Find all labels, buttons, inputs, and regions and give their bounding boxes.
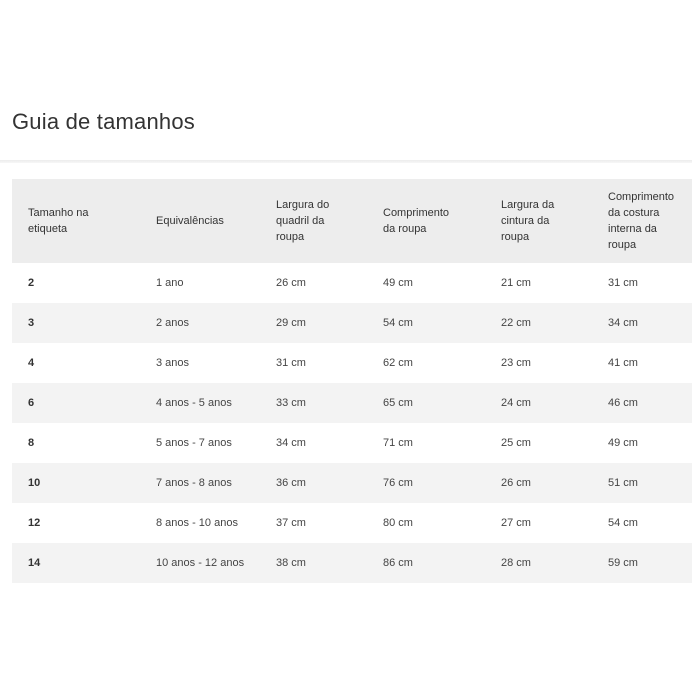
cell-hip-width: 26 cm [260, 263, 367, 303]
cell-waist-width: 23 cm [485, 343, 592, 383]
cell-length: 65 cm [367, 383, 485, 423]
cell-label-size: 12 [12, 503, 140, 543]
cell-inseam-length: 49 cm [592, 423, 692, 463]
table-row [12, 383, 692, 423]
header-inseam-length: Comprimento da costura interna da roupa [592, 179, 692, 263]
cell-length: 71 cm [367, 423, 485, 463]
cell-length: 86 cm [367, 543, 485, 583]
cell-inseam-length: 54 cm [592, 503, 692, 543]
header-hip-width: Largura do quadril da roupa [260, 179, 367, 263]
cell-label-size: 14 [12, 543, 140, 583]
cell-equivalence: 4 anos - 5 anos [140, 383, 260, 423]
cell-equivalence: 1 ano [140, 263, 260, 303]
cell-waist-width: 28 cm [485, 543, 592, 583]
cell-length: 76 cm [367, 463, 485, 503]
cell-label-size: 3 [12, 303, 140, 343]
header-length: Comprimento da roupa [367, 179, 485, 263]
header-waist-width: Largura da cintura da roupa [485, 179, 592, 263]
cell-waist-width: 21 cm [485, 263, 592, 303]
cell-inseam-length: 51 cm [592, 463, 692, 503]
cell-hip-width: 34 cm [260, 423, 367, 463]
table-row [12, 303, 692, 343]
cell-hip-width: 38 cm [260, 543, 367, 583]
cell-waist-width: 26 cm [485, 463, 592, 503]
table-row [12, 423, 692, 463]
header-equivalences: Equivalências [140, 179, 260, 263]
cell-length: 54 cm [367, 303, 485, 343]
cell-hip-width: 36 cm [260, 463, 367, 503]
cell-hip-width: 31 cm [260, 343, 367, 383]
cell-label-size: 6 [12, 383, 140, 423]
cell-equivalence: 3 anos [140, 343, 260, 383]
table-row [12, 463, 692, 503]
table-row [12, 503, 692, 543]
cell-label-size: 10 [12, 463, 140, 503]
size-guide-table [12, 179, 692, 583]
cell-hip-width: 37 cm [260, 503, 367, 543]
cell-inseam-length: 59 cm [592, 543, 692, 583]
table-header [12, 179, 692, 263]
cell-equivalence: 7 anos - 8 anos [140, 463, 260, 503]
cell-inseam-length: 41 cm [592, 343, 692, 383]
cell-length: 62 cm [367, 343, 485, 383]
cell-waist-width: 24 cm [485, 383, 592, 423]
cell-equivalence: 5 anos - 7 anos [140, 423, 260, 463]
cell-hip-width: 29 cm [260, 303, 367, 343]
cell-label-size: 8 [12, 423, 140, 463]
table-row [12, 543, 692, 583]
cell-waist-width: 27 cm [485, 503, 592, 543]
cell-equivalence: 10 anos - 12 anos [140, 543, 260, 583]
cell-length: 49 cm [367, 263, 485, 303]
header-row [12, 179, 692, 263]
cell-inseam-length: 46 cm [592, 383, 692, 423]
cell-equivalence: 2 anos [140, 303, 260, 343]
cell-hip-width: 33 cm [260, 383, 367, 423]
cell-label-size: 4 [12, 343, 140, 383]
cell-length: 80 cm [367, 503, 485, 543]
title-divider [0, 160, 692, 163]
cell-label-size: 2 [12, 263, 140, 303]
header-label-size: Tamanho na etiqueta [12, 179, 140, 263]
table-row [12, 263, 692, 303]
table-body [12, 263, 692, 583]
cell-inseam-length: 31 cm [592, 263, 692, 303]
cell-equivalence: 8 anos - 10 anos [140, 503, 260, 543]
cell-inseam-length: 34 cm [592, 303, 692, 343]
table-row [12, 343, 692, 383]
page-title: Guia de tamanhos [12, 109, 195, 134]
cell-waist-width: 25 cm [485, 423, 592, 463]
cell-waist-width: 22 cm [485, 303, 592, 343]
